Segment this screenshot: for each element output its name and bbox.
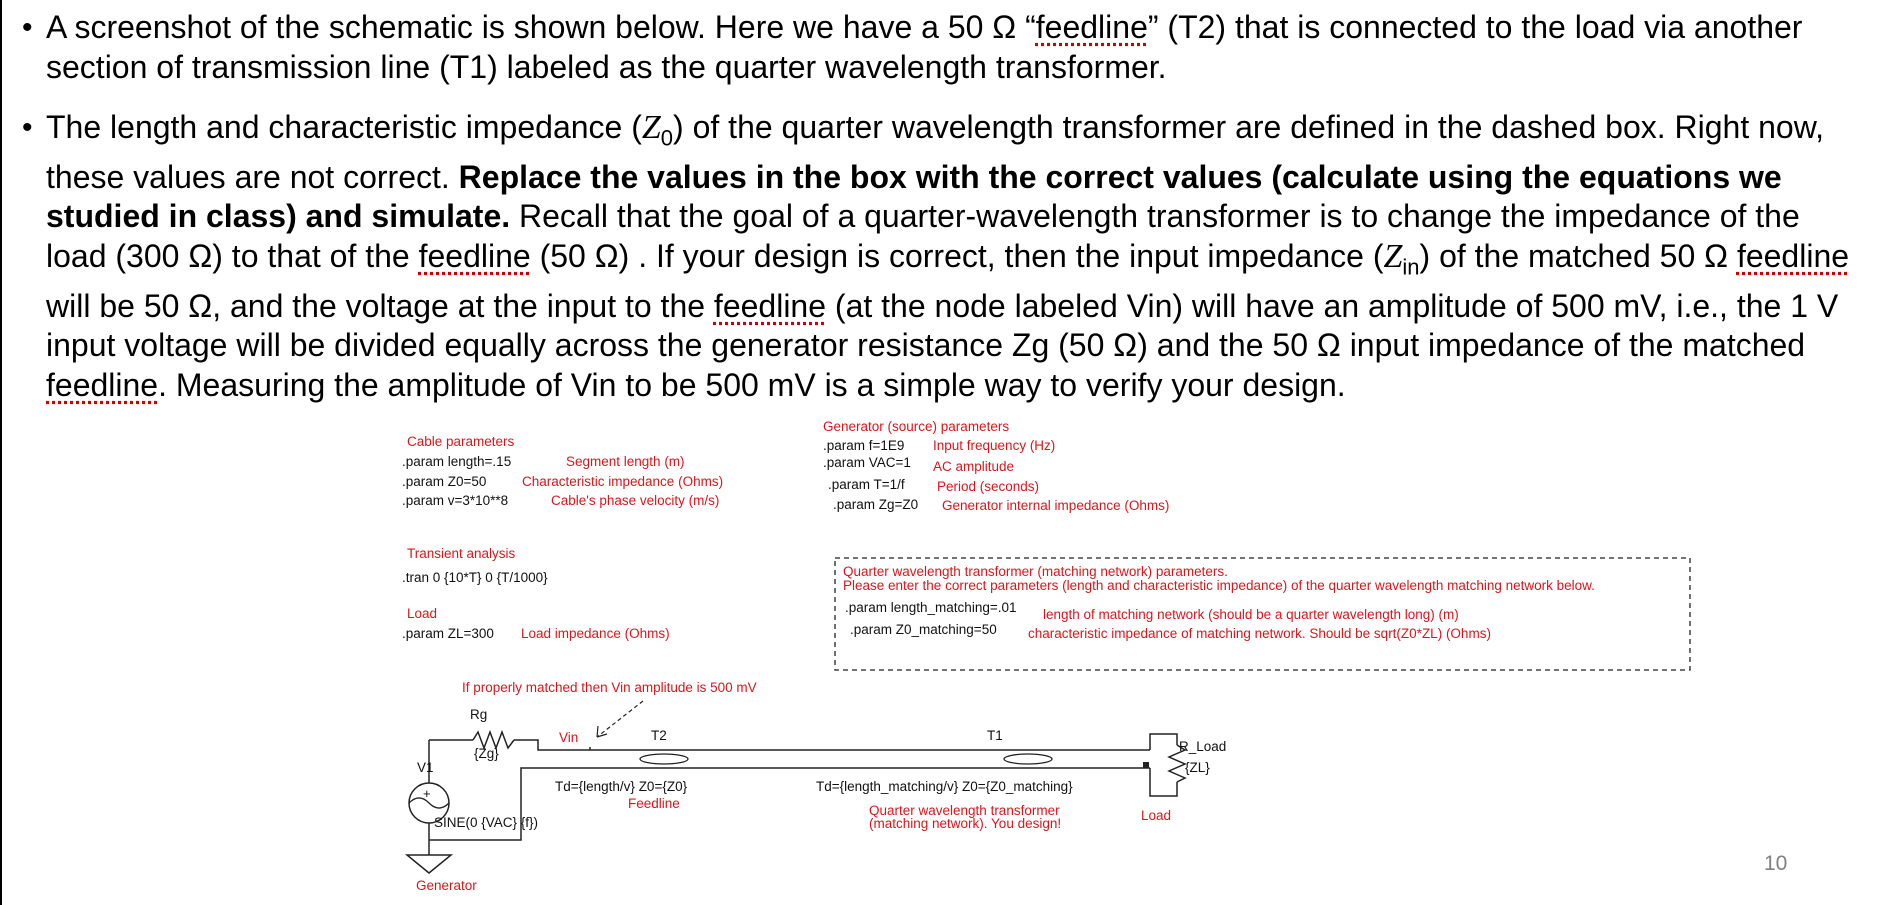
spellcheck-word: feedline [1035,9,1148,45]
load-param-zl: .param ZL=300 [402,626,494,641]
load-caption: Load [1141,808,1172,823]
load-heading: Load [407,606,438,621]
cable-note-z0: Characteristic impedance (Ohms) [522,474,724,489]
spellcheck-word: feedline [46,366,159,403]
matching-instruction: Please enter the correct parameters (length and characteristic impedance) of the quarter wavelength matching network below. [843,578,1595,593]
v1-name: V1 [417,760,434,775]
cable-note-length: Segment length (m) [566,454,685,469]
v1-value: SINE(0 {VAC} {f}) [434,815,539,830]
bold-instruction: Replace the values in the box with the correct values (calculate using the equations we studied in class) and simulate. [46,158,1782,235]
cable-param-length: .param length=.15 [402,454,512,469]
text-span: will be 50 Ω, and the voltage at the input to the [46,287,714,324]
junction-dot [1143,762,1149,768]
rg-value: {Zg} [474,746,499,761]
t1-name: T1 [987,728,1003,743]
generator-caption: Generator [416,878,477,893]
t1-caption-2: (matching network). You design! [869,816,1062,831]
text-span: The length and characteristic impedance ( [46,109,642,145]
load-note-zl: Load impedance (Ohms) [521,626,670,641]
t2-left-end [640,754,688,764]
tline-ends [640,754,1052,764]
gen-param-f: .param f=1E9 [823,438,905,453]
matching-note-length: length of matching network (should be a quarter wavelength long) (m) [1043,607,1459,622]
cable-param-z0: .param Z0=50 [402,474,487,489]
matching-title: Quarter wavelength transformer (matching network) parameters. [843,564,1228,579]
t2-value: Td={length/v} Z0={Z0} [555,779,688,794]
spellcheck-word: feedline [1736,237,1850,274]
text-span: (50 Ω) . If your design is correct, then the input impedance ( [530,237,1384,274]
bullet-1 [22,8,1867,87]
resistor-rg [473,732,514,748]
matching-dashed-box [835,558,1690,670]
vin-label: Vin [559,730,579,745]
text-span: ) of the matched 50 Ω [1419,237,1737,274]
math-sub-0: 0 [660,125,674,151]
gen-param-zg: .param Zg=Z0 [833,497,919,512]
t1-right-end [1004,754,1052,764]
sine-wave-icon [409,798,449,808]
spellcheck-word: feedline [418,237,531,274]
resistor-rload [1169,745,1185,782]
matching-param-z0: .param Z0_matching=50 [850,622,997,637]
bullet-2 [22,108,1867,405]
t2-caption: Feedline [628,796,680,811]
vin-annotation: If properly matched then Vin amplitude is 500 mV [462,680,757,695]
gen-note-zg: Generator internal impedance (Ohms) [942,498,1170,513]
t2-name: T2 [651,728,667,743]
text-span: ) of the quarter wavelength transformer are defined in the dashed box. Right now, these values are not correct. [46,109,1824,195]
cable-note-v: Cable's phase velocity (m/s) [551,493,720,508]
generator-heading: Generator (source) parameters [823,419,1010,434]
vin-arrowhead [597,726,607,737]
text-span: ” (T2) that is connected to the load via another section of transmission line (T1) labeled as the quarter wavelength transformer. [46,9,1803,85]
matching-param-length: .param length_matching=.01 [845,600,1017,615]
gen-note-f: Input frequency (Hz) [933,438,1056,453]
gen-param-t: .param T=1/f [828,477,905,492]
t1-caption-1: Quarter wavelength transformer [869,803,1060,818]
cable-param-v: .param v=3*10**8 [402,493,509,508]
gen-note-vac: AC amplitude [933,459,1015,474]
vin-annotation-arrow [597,701,643,737]
cable-heading: Cable parameters [407,434,515,449]
rg-name: Rg [470,707,488,722]
rload-value: {ZL} [1185,760,1210,775]
transient-command: .tran 0 {10*T} 0 {T/1000} [402,570,548,585]
circuit-wires [407,732,1185,873]
instruction-text [22,8,1867,405]
math-sub-in: in [1402,254,1420,280]
rload-name: R_Load [1179,739,1227,754]
text-span: (at the node labeled Vin) will have an amplitude of 500 mV, i.e., the 1 V input voltage will be divided equally across the generator resistance Zg (50 Ω) and the 50 Ω input impedance of the matched [46,287,1839,364]
math-z: Z [641,109,661,146]
plus-icon: + [423,786,431,801]
ground-symbol [407,855,451,873]
voltage-source-v1 [409,783,449,823]
left-border [0,0,2,905]
transient-heading: Transient analysis [407,546,516,561]
text-span: . Measuring the amplitude of Vin to be 500 mV is a simple way to verify your design. [158,366,1346,403]
gen-note-t: Period (seconds) [937,479,1040,494]
text-span: A screenshot of the schematic is shown below. Here we have a 50 Ω “ [46,9,1036,45]
t1-value: Td={length_matching/v} Z0={Z0_matching} [816,779,1073,794]
gen-param-vac: .param VAC=1 [823,455,911,470]
page-number: 10 [1764,852,1788,875]
math-z: Z [1383,237,1403,275]
spellcheck-word: feedline [713,287,827,324]
matching-note-z0: characteristic impedance of matching network. Should be sqrt(Z0*ZL) (Ohms) [1028,626,1491,641]
text-span: Recall that the goal of a quarter-wavelength transformer is to change the impedance of the load (300 Ω) to that of the [46,198,1800,274]
